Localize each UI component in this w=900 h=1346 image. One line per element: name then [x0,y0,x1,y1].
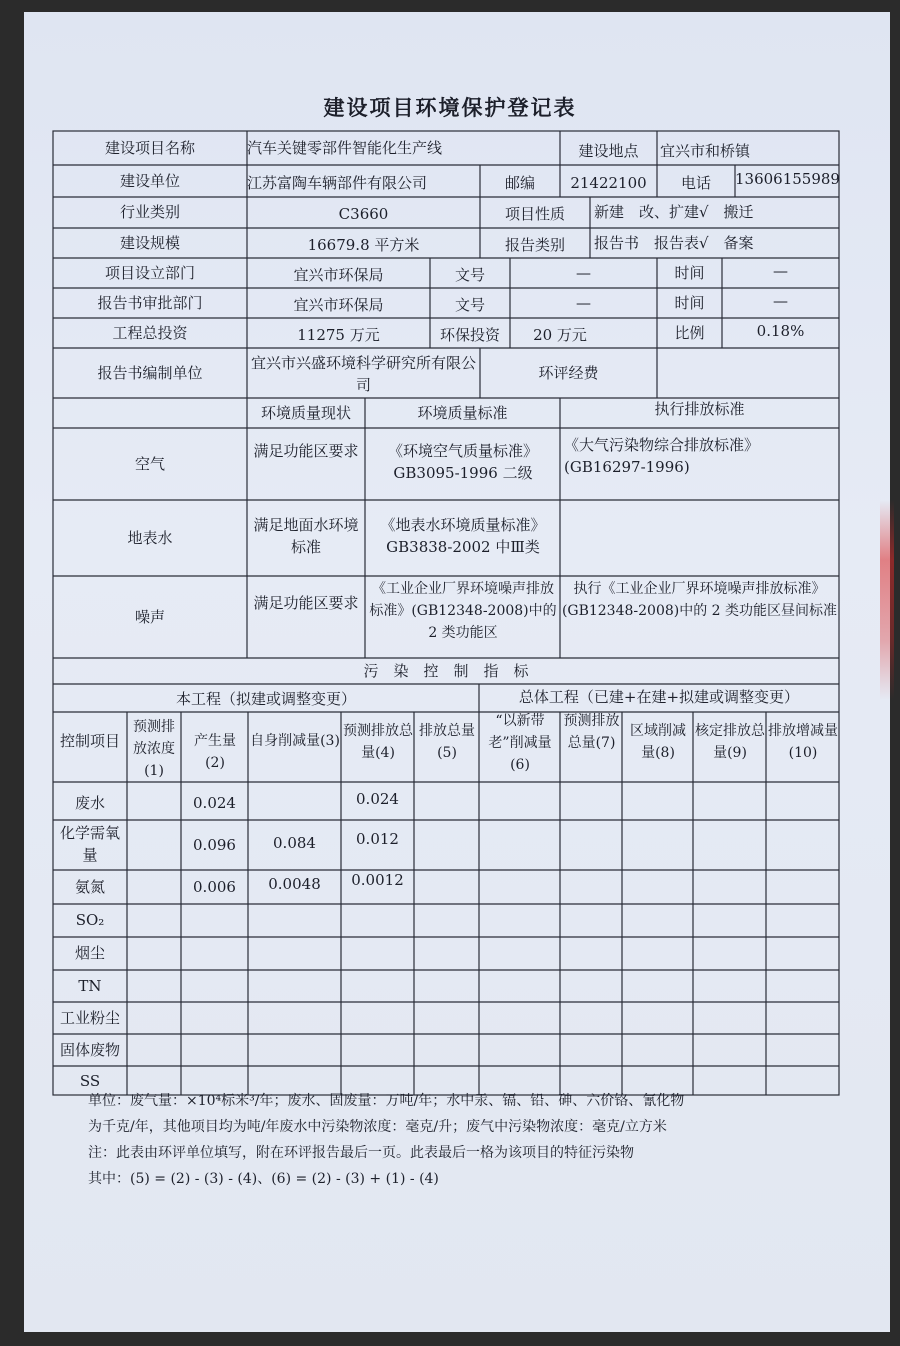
row-item-wastewater: 废水 [74,794,105,812]
pollution-section-title: 污 染 控 制 指 标 [363,662,529,680]
col-header-10: 排放增减量(10) [768,723,838,761]
ratio-value: 0.18% [756,322,805,340]
std-quality-noise: 《工业企业厂界环境噪声排放标准》(GB12348-2008)中的 2 类功能区 [369,581,557,641]
col-header-5: 排放总量(5) [419,723,475,761]
project-name-value: 汽车关键零部件智能化生产线 [247,139,443,157]
col-header-3: 自身削减量(3) [250,733,340,749]
unit-value: 江苏富陶车辆部件有限公司 [247,174,428,192]
col-header-2: 产生量(2) [194,733,236,771]
setup-dept-value: 宜兴市环保局 [293,266,384,284]
row-item-solid-waste: 固体废物 [59,1041,120,1059]
zip-label: 邮编 [504,174,535,192]
investment-value: 11275 万元 [297,326,380,344]
std-status-air: 满足功能区要求 [253,442,359,460]
phone-value: 13606155989 [735,170,840,188]
cell-ammonia-2: 0.006 [193,878,236,896]
std-header-emission: 执行排放标准 [654,400,745,418]
note-line-1: 单位：废气量：×10⁴标米³/年；废水、固废量：万吨/年；水中汞、镉、铅、砷、六价铬、氰化物 [88,1093,685,1109]
cell-cod-2: 0.096 [193,836,236,854]
cell-cod-3: 0.084 [273,834,316,852]
approve-dept-value: 宜兴市环保局 [293,296,384,314]
scale-label: 建设规模 [119,234,180,252]
cell-ammonia-4: 0.0012 [351,871,404,889]
row-item-cod: 化学需氧量 [59,824,120,864]
fee-label: 环评经费 [538,364,599,382]
std-emission-noise: 执行《工业企业厂界环境噪声排放标准》(GB12348-2008)中的 2 类功能区昼间标准 [561,581,838,619]
project-name-label: 建设项目名称 [104,139,195,157]
col-header-4: 预测排放总量(4) [343,723,413,761]
row-item-so2: SO₂ [75,911,105,929]
doc-no-label-2: 文号 [454,296,485,314]
ratio-label: 比例 [674,324,705,342]
row-item-tn: TN [78,977,102,995]
doc-no-value: — [576,264,591,282]
col-header-9: 核定排放总量(9) [695,723,765,761]
page-title: 建设项目环境保护登记表 [323,96,577,120]
cell-ammonia-3: 0.0048 [268,875,321,893]
time-label: 时间 [674,264,705,282]
cell-wastewater-2: 0.024 [193,794,236,812]
industry-label: 行业类别 [119,203,180,221]
std-status-water: 满足地面水环境标准 [253,516,359,556]
overall-project-header: 总体工程（已建+在建+拟建或调整变更） [518,688,800,706]
cell-cod-4: 0.012 [356,830,399,848]
row-item-industrial-dust: 工业粉尘 [59,1009,120,1027]
col-header-item: 控制项目 [59,732,120,750]
std-item-air: 空气 [134,455,165,473]
std-quality-air: 《环境空气质量标准》GB3095-1996 二级 [387,442,538,482]
col-header-7: 预测排放总量(7) [563,713,620,751]
location-value: 宜兴市和桥镇 [660,142,751,160]
env-invest-label: 环保投资 [439,326,500,344]
col-header-1: 预测排放浓度(1) [133,719,175,779]
std-item-noise: 噪声 [134,608,165,626]
row-item-ammonia: 氨氮 [74,878,105,896]
row-item-dust: 烟尘 [74,944,105,962]
footnotes [88,1088,818,1192]
nature-label: 项目性质 [504,205,565,223]
scale-value: 16679.8 平方米 [307,236,420,254]
std-emission-air: 《大气污染物综合排放标准》(GB16297-1996) [564,436,760,476]
row-item-ss: SS [79,1072,101,1090]
report-type-label: 报告类别 [504,236,565,254]
phone-label: 电话 [680,174,711,192]
std-header-status: 环境质量现状 [260,404,351,422]
note-line-2: 为千克/年，其他项目均为吨/年废水中污染物浓度：毫克/升；废气中污染物浓度：毫克/立方米 [88,1119,667,1135]
note-line-4: 其中：(5) = (2) - (3) - (4)、(6) = (2) - (3) + (1) - (4) [88,1171,439,1187]
time-label-2: 时间 [674,294,705,312]
compiler-label: 报告书编制单位 [97,364,203,382]
unit-label: 建设单位 [119,172,180,190]
doc-no-label: 文号 [454,266,485,284]
time-value: — [773,262,788,280]
this-project-header: 本工程（拟建或调整变更） [175,690,356,708]
industry-value: C3660 [338,205,389,223]
report-type-value: 报告书 报告表√ 备案 [594,234,754,252]
col-header-8: 区域削减量(8) [630,723,686,761]
setup-dept-label: 项目设立部门 [104,264,195,282]
zip-value: 21422100 [570,174,647,192]
time-value-2: — [773,292,788,310]
note-line-3: 注：此表由环评单位填写，附在环评报告最后一页。此表最后一格为该项目的特征污染物 [88,1145,634,1161]
investment-label: 工程总投资 [112,324,188,342]
cell-wastewater-4: 0.024 [356,790,399,808]
approve-dept-label: 报告书审批部门 [97,294,203,312]
std-status-noise: 满足功能区要求 [253,594,359,612]
col-header-6: “以新带老”削减量(6) [488,713,552,773]
std-header-quality: 环境质量标准 [417,404,508,422]
std-quality-water: 《地表水环境质量标准》GB3838-2002 中Ⅲ类 [380,516,546,556]
compiler-value: 宜兴市兴盛环境科学研究所有限公司 [250,354,476,394]
nature-value: 新建 改、扩建√ 搬迁 [594,203,754,221]
std-item-water: 地表水 [127,529,173,547]
env-invest-value: 20 万元 [533,326,587,344]
doc-no-value-2: — [576,294,591,312]
location-label: 建设地点 [578,142,639,160]
